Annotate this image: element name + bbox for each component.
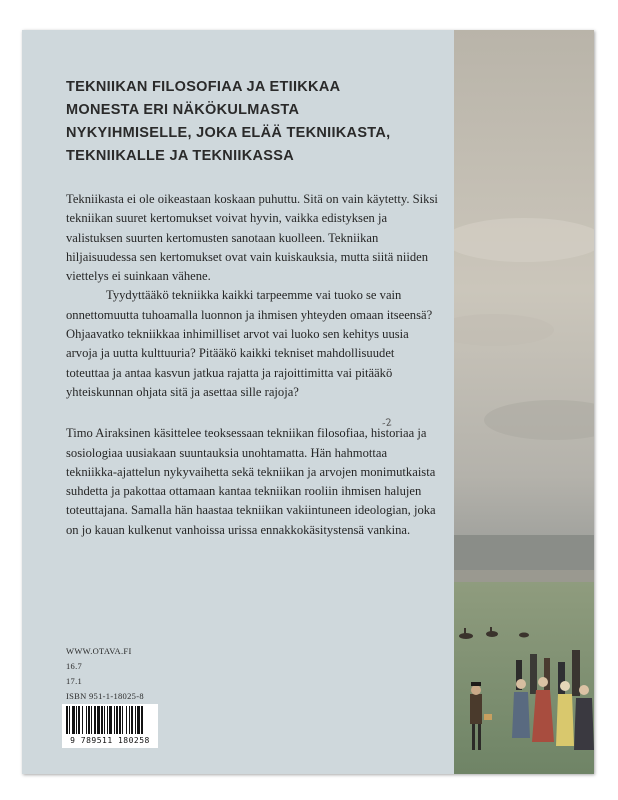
landscape-painting-image bbox=[454, 30, 594, 774]
headline-line-1: TEKNIIKAN FILOSOFIAA JA ETIIKKAA bbox=[66, 79, 341, 95]
text-panel bbox=[22, 30, 454, 774]
isbn: ISBN 951-1-18025-8 bbox=[66, 691, 144, 701]
blurb-body bbox=[66, 190, 438, 540]
barcode bbox=[62, 704, 158, 748]
publisher-website: WWW.OTAVA.FI bbox=[66, 646, 132, 656]
blurb-paragraph-3: Timo Airaksinen käsittelee teoksessaan tekniikan filosofiaa, historiaa ja sosiologiaa uusiakaan suuntauksia unohtamatta. Hän hahmottaa tekniikka-ajattelun nykyvaihetta sekä tekniikan ja arvojen monimutkaista suhdetta ja pakottaa ottamaan kantaa tekniikan rooliin ihmisen halujen toteuttajana. Samalla hän haastaa tekniikan vakiintuneen ideologian, joka on jo kauan kulkenut vanhoissa urissa ennakkokäsitystensä vankina. bbox=[66, 426, 436, 537]
classification-code-2: 17.1 bbox=[66, 676, 83, 686]
blurb-paragraph-2: Tyydyttääkö tekniikka kaikki tarpeemme vai tuoko se vain onnettomuutta tuhoamalla luonnon ja ihmisen yhteyden omaan itseensä? Ohjaavatko tekniikkaa inhimilliset arvot vai luoko sen kehitys uusia arvoja ja uutta kulttuuria? Pitääkö kaikki tekniset mahdollisuudet toteuttaa ja antaa kasvun jatkua rajatta ja rajoittimitta vai pitääkö yhteiskunnan ohjata sitä ja asettaa sille rajoja? bbox=[66, 288, 433, 399]
classification-code-1: 16.7 bbox=[66, 661, 83, 671]
headline-line-3: NYKYIHMISELLE, JOKA ELÄÄ TEKNIIKASTA, bbox=[66, 125, 391, 141]
headline bbox=[66, 76, 446, 168]
blurb-paragraph-1: Tekniikasta ei ole oikeastaan koskaan puhuttu. Sitä on vain käytetty. Siksi tekniikan suuret kertomukset voivat hyvin, vaikka edistyksen ja valistuksen suurten kertomusten sanotaan kuolleen. Tekniikan hiljaisuudessa sen kertomukset ovat vain kuiskauksia, mutta siitä niiden viettelys ei suinkaan vähene. bbox=[66, 192, 438, 284]
barcode-bars bbox=[66, 706, 154, 736]
headline-line-4: TEKNIIKALLE JA TEKNIIKASSA bbox=[66, 148, 294, 164]
publisher-info bbox=[66, 644, 144, 704]
barcode-number: 9 789511 180258 bbox=[70, 736, 150, 745]
headline-line-2: MONESTA ERI NÄKÖKULMASTA bbox=[66, 102, 300, 118]
cover-painting bbox=[454, 30, 594, 774]
book-back-cover bbox=[22, 30, 594, 774]
pencil-mark: -2 bbox=[381, 417, 393, 430]
